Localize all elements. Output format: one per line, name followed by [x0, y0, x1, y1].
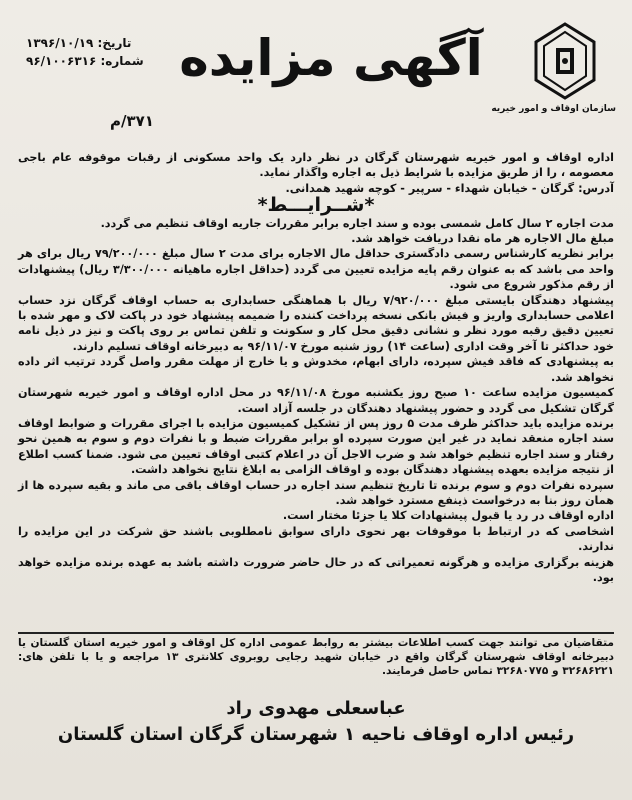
condition-paragraph: برنده مزایده باید حداکثر ظرف مدت ۵ روز پس از تشکیل کمیسیون مزایده با اجرای مقررات و ضوابط اوقاف سند اجاره منعقد نماید در غیر این صورت سپرده او برابر مقررات ضبط و با نفرات دوم و سوم به همین نحو رفتار و سند اجاره تنظیم خواهد شد و ضرب الاجل آن در اعلام کتبی اوقاف تعیین می شود. ضمنا کسب اطلاع از نتیجه مزایده بعهده پیشنهاد دهندگان بوده و اوقاف الزامی به ابلاغ نتایج نخواهد داشت. [18, 416, 614, 477]
condition-paragraph: کمیسیون مزایده ساعت ۱۰ صبح روز یکشنبه مورخ ۹۶/۱۱/۰۸ در محل اداره اوقاف و امور خیریه شهرستان گرگان تشکیل می گردد و حضور پیشنهاد دهندگان در جلسه آزاد است. [18, 386, 614, 415]
date-value: ۱۳۹۶/۱۰/۱۹ [26, 36, 94, 50]
number-value: ۹۶/۱۰۰۶۳۱۶ [26, 54, 97, 68]
condition-paragraph: برابر نظریه کارشناس رسمی دادگستری حداقل مال الاجاره برای مدت ۲ سال مبلغ ۷۹/۲۰۰/۰۰۰ ریال برای هر واحد می باشد که به عنوان رقم پایه مزایده تعیین می گردد (حداقل اجاره ماهیانه ۳/۳۰۰/۰۰۰ ریال) پیشنهادات از رقم مذکور شروع می شود. [18, 247, 615, 292]
signatory-title: رئیس اداره اوقاف ناحیه ۱ شهرستان گرگان استان گلستان [57, 724, 575, 745]
number-line [26, 52, 144, 70]
condition-paragraph: مدت اجاره ۲ سال کامل شمسی بوده و سند اجاره برابر مقررات جاریه اوقاف تنظیم می گردد. [100, 216, 614, 230]
notice-meta [26, 34, 144, 70]
notice-title: آگهی مزایده [179, 29, 483, 87]
reference-code: ۳۷۱/م [110, 112, 154, 130]
signature-block [0, 696, 632, 748]
condition-paragraph: سپرده نفرات دوم و سوم برنده تا تاریخ تنظیم سند اجاره در حساب اوقاف باقی می ماند و بقیه سپرده ها از همان روز بنا به درخواست ذینفع مسترد خواهد شد. [18, 478, 614, 507]
condition-paragraph: مبلغ مال الاجاره هر ماه نقدا دریافت خواهد شد. [351, 232, 614, 246]
number-label: شماره: [100, 54, 144, 68]
address-text: آدرس: گرگان - خیابان شهداء - سرپیر - کوچه شهید همدانی. [285, 181, 614, 195]
notice-header [12, 8, 620, 120]
condition-paragraph: هزینه برگزاری مزایده و هرگونه تعمیراتی که در حال حاضر ضرورت داشته باشد به عهده برنده مزایده خواهد بود. [18, 555, 614, 584]
signatory-name: عباسعلی مهدوی راد [226, 698, 406, 719]
condition-paragraph: به پیشنهادی که فاقد فیش سپرده، دارای ابهام، مخدوش و یا خارج از مهلت مقرر واصل گردد ترتیب اثر داده نخواهد شد. [18, 355, 614, 384]
date-label: تاریخ: [97, 36, 132, 50]
condition-paragraph: اشخاصی که در ارتباط با موقوفات بهر نحوی دارای سوابق نامطلوبی باشند حق شرکت در این مزایده را ندارند. [18, 524, 614, 554]
conditions-title: *شــرایـــط* [257, 194, 375, 217]
date-line [26, 34, 144, 52]
condition-paragraph: اداره اوقاف در رد یا قبول پیشنهادات کلا یا جزئا مختار است. [282, 509, 614, 523]
awqaf-logo-icon [532, 22, 598, 104]
org-caption: سازمان اوقاف و امور خیریه [491, 104, 616, 114]
contact-note: متقاضیان می توانند جهت کسب اطلاعات بیشتر به روابط عمومی اداره کل اوقاف و امور خیریه استان گلستان یا دبیرخانه اوقاف شهرستان گرگان واقع در خیابان شهید رجایی روبروی کلانتری ۱۳ مراجعه و یا با تلفن های: ۳۲۶۸۶۲۲۱ و ۳۲۶۸۰۷۷۵ تماس حاصل فرمایند. [18, 632, 614, 678]
intro-text: اداره اوقاف و امور خیریه شهرستان گرگان در نظر دارد یک واحد مسکونی از رقبات موقوفه عام باجی معصومه ، را از طریق مزایده با شرایط ذیل به اجاره واگذار نماید. [18, 151, 614, 180]
condition-paragraph: پیشنهاد دهندگان بایستی مبلغ ۷/۹۲۰/۰۰۰ ریال با هماهنگی حسابداری به حساب اوقاف گرگان نزد حساب اعلامی حسابداری واریز و فیش بانکی نسخه پرداخت کننده را ضمیمه پیشنهاد خود در پاکت لاک و مهر شده با تعیین دقیق رقبه مورد نظر و نشانی دقیق محل کار و سکونت و تلفن تماس بر روی پاکت و نیز در ذیل نامه خود حداکثر تا آخر وقت اداری (ساعت ۱۴) روز شنبه مورخ ۹۶/۱۱/۰۷ به دبیرخانه اوقاف تسلیم دارند. [18, 293, 615, 353]
notice-body [18, 150, 614, 585]
